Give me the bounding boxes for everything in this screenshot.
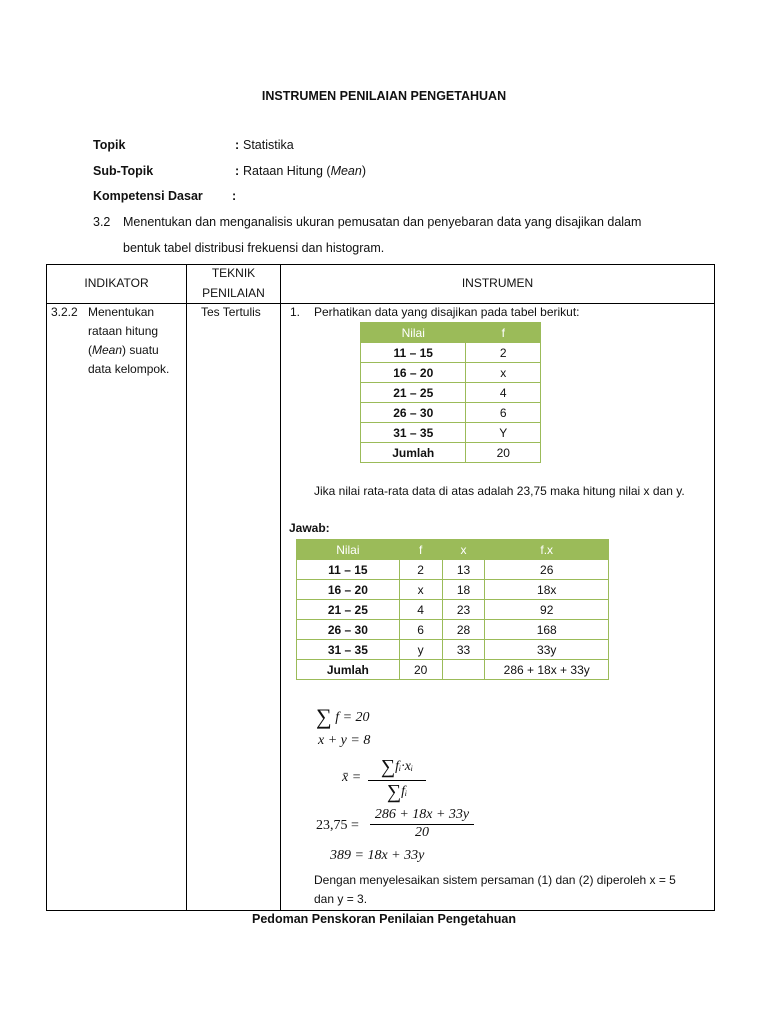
indikator-line2: rataan hitung bbox=[88, 324, 159, 338]
header-teknik-line2: PENILAIAN bbox=[202, 286, 265, 300]
t1-header-f: f bbox=[466, 323, 541, 343]
subtopik-label: Sub-Topik bbox=[93, 164, 154, 178]
table-border-bottom bbox=[46, 910, 715, 911]
table-row: 16 – 20 x 18 18x bbox=[297, 580, 609, 600]
equation-substitution-lhs: 23,75 = bbox=[316, 818, 359, 833]
header-instrumen: INSTRUMEN bbox=[461, 276, 534, 290]
table-row: 31 – 35 y 33 33y bbox=[297, 640, 609, 660]
header-indikator: INDIKATOR bbox=[84, 276, 149, 290]
table-row: Jumlah 20 bbox=[361, 443, 541, 463]
table-row: 31 – 35 Y bbox=[361, 423, 541, 443]
indikator-number: 3.2.2 bbox=[51, 305, 78, 319]
table-col-divider-2 bbox=[280, 264, 281, 911]
teknik-value: Tes Tertulis bbox=[201, 305, 261, 319]
t2-header-x: x bbox=[442, 540, 485, 560]
table-border-top bbox=[46, 264, 715, 265]
table-row: Jumlah 20 286 + 18x + 33y bbox=[297, 660, 609, 680]
kd-text-line2: bentuk tabel distribusi frekuensi dan histogram. bbox=[123, 241, 385, 255]
table-border-right bbox=[714, 264, 715, 911]
t2-header-nilai: Nilai bbox=[297, 540, 400, 560]
table-row: 16 – 20 x bbox=[361, 363, 541, 383]
t1-header-nilai: Nilai bbox=[361, 323, 466, 343]
kd-colon: : bbox=[232, 189, 237, 203]
question-number: 1. bbox=[290, 305, 301, 319]
t2-header-fx: f.x bbox=[485, 540, 609, 560]
jawab-label: Jawab: bbox=[289, 521, 330, 535]
page-title: INSTRUMEN PENILAIAN PENGETAHUAN bbox=[261, 89, 507, 103]
table-row: 26 – 30 6 28 168 bbox=[297, 620, 609, 640]
equation-result: 389 = 18x + 33y bbox=[330, 848, 425, 863]
table-col-divider-1 bbox=[186, 264, 187, 911]
table-row: 11 – 15 2 bbox=[361, 343, 541, 363]
table-row: 11 – 15 2 13 26 bbox=[297, 560, 609, 580]
equation-mean-lhs: x̄ = bbox=[342, 770, 362, 785]
indikator-line4: data kelompok. bbox=[88, 362, 170, 376]
indikator-line1: Menentukan bbox=[88, 305, 155, 319]
scoring-guide-heading: Pedoman Penskoran Penilaian Pengetahuan bbox=[252, 912, 516, 926]
conclusion-line2: dan y = 3. bbox=[314, 892, 368, 906]
topik-value: Statistika bbox=[243, 138, 294, 152]
table-border-left bbox=[46, 264, 47, 911]
table-row: 21 – 25 4 23 92 bbox=[297, 600, 609, 620]
kd-number: 3.2 bbox=[93, 215, 111, 229]
table-header-divider bbox=[46, 303, 715, 304]
table-row: 21 – 25 4 bbox=[361, 383, 541, 403]
kd-label: Kompetensi Dasar bbox=[93, 189, 203, 203]
question-text: Perhatikan data yang disajikan pada tabel berikut: bbox=[314, 305, 580, 319]
question-condition: Jika nilai rata-rata data di atas adalah 23,75 maka hitung nilai x dan y. bbox=[314, 484, 685, 498]
data-table-1 bbox=[360, 322, 541, 463]
equation-x-plus-y: x + y = 8 bbox=[318, 733, 371, 748]
t2-header-f: f bbox=[399, 540, 442, 560]
table-row: 26 – 30 6 bbox=[361, 403, 541, 423]
indikator-line3: (Mean) suatu bbox=[88, 343, 159, 357]
equation-mean-fraction: $\frac{\text{∑fᵢ·xᵢ}}{\text{∑fᵢ}}$ bbox=[368, 756, 426, 804]
subtopik-value: Rataan Hitung (Mean) bbox=[243, 164, 367, 178]
conclusion-line1: Dengan menyelesaikan sistem persaman (1) dan (2) diperoleh x = 5 bbox=[314, 873, 676, 887]
kd-text-line1: Menentukan dan menganalisis ukuran pemusatan dan penyebaran data yang disajikan dalam bbox=[123, 215, 642, 229]
subtopik-colon: : bbox=[235, 164, 240, 178]
equation-substitution-fraction: $\frac{286 + 18x + 33y}{20}$ bbox=[370, 807, 474, 841]
topik-colon: : bbox=[235, 138, 240, 152]
equation-sum-f: ∑ f = 20 bbox=[316, 704, 370, 729]
topik-label: Topik bbox=[93, 138, 126, 152]
data-table-2 bbox=[296, 539, 609, 680]
header-teknik-line1: TEKNIK bbox=[211, 266, 256, 280]
